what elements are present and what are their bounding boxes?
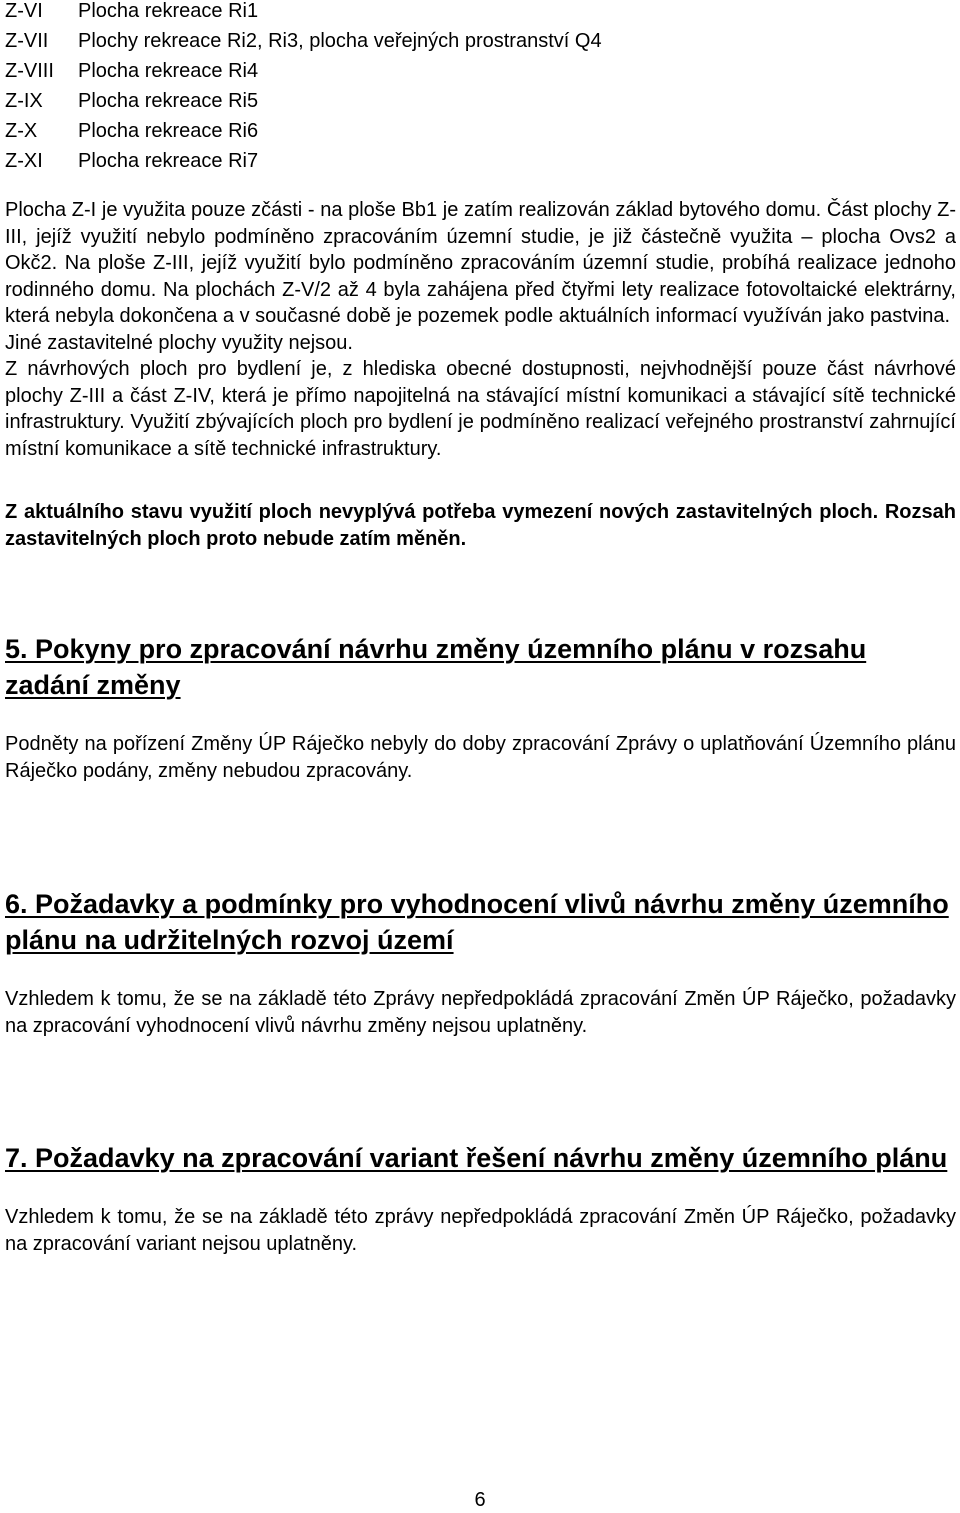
zone-list — [5, 0, 602, 180]
paragraph-other-unused: Jiné zastavitelné plochy využity nejsou. — [5, 331, 353, 354]
zone-description: Plocha rekreace Ri5 — [78, 90, 259, 112]
section-text-7: Vzhledem k tomu, že se na základě této zprávy nepředpokládá zpracování Změn ÚP Ráječko, požadavky na zpracování variant nejsou uplatněny. — [5, 1206, 956, 1255]
zone-description: Plocha rekreace Ri6 — [78, 120, 259, 142]
zone-description: Plocha rekreace Ri7 — [78, 150, 259, 172]
paragraph-usage-current: Plocha Z-I je využita pouze zčásti - na ploše Bb1 je zatím realizován základ bytového domu. Část plochy Z-III, jejíž využití nebylo podmíněno zpracováním územní studie, je již částečně využita – plocha Ovs2 a Okč2. Na ploše Z-III, jejíž využití bylo podmíněno zpracováním územní studie, probíhá realizace jednoho rodinného domu. Na plochách Z-V/2 až 4 byla zahájena před čtyřmi lety realizace fotovoltaické elektrárny, která nebyla dokončena a v současné době je pozemek podle aktuálních informací využíván jako pastvina. — [5, 199, 956, 327]
section-heading-5: 5. Pokyny pro zpracování návrhu změny územního plánu v rozsahu zadání změny — [5, 634, 867, 700]
table-row — [5, 150, 602, 180]
zone-code: Z-VI — [5, 0, 43, 22]
page-number: 6 — [474, 1489, 486, 1511]
table-row — [5, 120, 602, 150]
zone-code: Z-XI — [5, 150, 43, 172]
zone-description: Plocha rekreace Ri1 — [78, 0, 259, 22]
paragraph-conclusion: Z aktuálního stavu využití ploch nevyplývá potřeba vymezení nových zastavitelných ploch. Rozsah zastavitelných ploch proto nebude zatím měněn. — [5, 501, 956, 550]
paragraph-proposed-housing: Z návrhových ploch pro bydlení je, z hlediska obecné dostupnosti, nejvhodnější pouze část návrhové plochy Z-III a část Z-IV, která je přímo napojitelná na stávající místní komunikaci a stávající sítě technické infrastruktury. Využití zbývajících ploch pro bydlení je podmíněno realizací veřejného prostranství zahrnující místní komunikace a sítě technické infrastruktury. — [5, 358, 956, 460]
section-heading-7: 7. Požadavky na zpracování variant řešení návrhu změny územního plánu — [5, 1143, 948, 1173]
zone-description: Plocha rekreace Ri4 — [78, 60, 259, 82]
zone-code: Z-IX — [5, 90, 43, 112]
section-heading-6: 6. Požadavky a podmínky pro vyhodnocení vlivů návrhu změny územního plánu na udržitelných rozvoj území — [5, 889, 949, 955]
section-text-6: Vzhledem k tomu, že se na základě této Zprávy nepředpokládá zpracování Změn ÚP Ráječko, požadavky na zpracování vyhodnocení vlivů návrhu změny nejsou uplatněny. — [5, 988, 956, 1037]
zone-code: Z-X — [5, 120, 38, 142]
document-page — [5, 0, 956, 1257]
zone-description: Plochy rekreace Ri2, Ri3, plocha veřejných prostranství Q4 — [78, 30, 602, 52]
zone-code: Z-VIII — [5, 60, 54, 82]
table-row — [5, 60, 602, 90]
table-row — [5, 0, 602, 30]
table-row — [5, 90, 602, 120]
zone-code: Z-VII — [5, 30, 49, 52]
table-row — [5, 30, 602, 60]
section-text-5: Podněty na pořízení Změny ÚP Ráječko nebyly do doby zpracování Zprávy o uplatňování Územního plánu Ráječko podány, změny nebudou zpracovány. — [5, 733, 956, 782]
